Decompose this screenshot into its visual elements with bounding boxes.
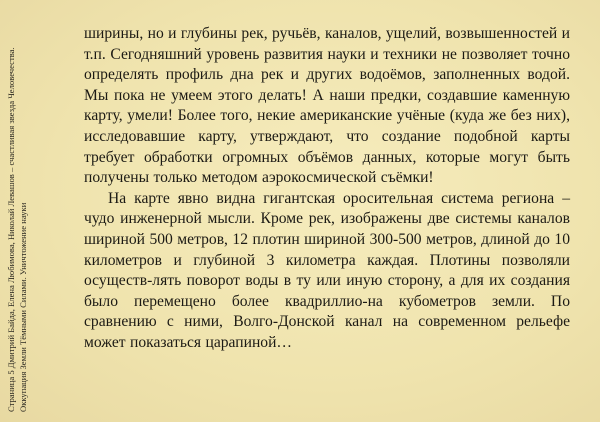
paragraph-1: ширины, но и глубины рек, ручьёв, каналов, ущелий, возвышенностей и т.п. Сегодняшний уровень развития науки и техники не позволяет точно определять профиль дна рек и других водоёмов, заполненных водой. Мы пока не умеем этого делать! А наши предки, создавшие каменную карту, умели! Более того, некие американские учёные (куда же без них), исследовавшие карту, утверждают, что создание подобной карты требует обработки огромных объёмов данных, которые могут быть получены только методом аэрокосмической съёмки! [84, 25, 570, 187]
vertical-header-line-2: Оккупация Земли Тёмными Силами. Уничтожение науки [17, 202, 28, 412]
vertical-header-line-1: Страница 5 Дмитрий Байда, Елена Любимова, Николай Левашов – счастливая звезда Человечества. [6, 47, 16, 412]
vertical-page-header [6, 0, 54, 422]
vertical-header-text [6, 12, 54, 412]
paragraph-2: На карте явно видна гигантская оросительная система региона – чудо инженерной мысли. Кроме рек, изображены две системы каналов шириной 500 метров, 12 плотин шириной 300-500 метров, длиной до 10 километров и глубиной 3 километра каждая. Плотины позволяли осуществ-лять поворот воды в ту или иную сторону, а для их создания было перемещено более квадриллио-на кубометров земли. По сравнению с ними, Волго-Донской канал на современном рельефе может показаться царапиной… [84, 189, 570, 351]
body-text [84, 24, 570, 354]
